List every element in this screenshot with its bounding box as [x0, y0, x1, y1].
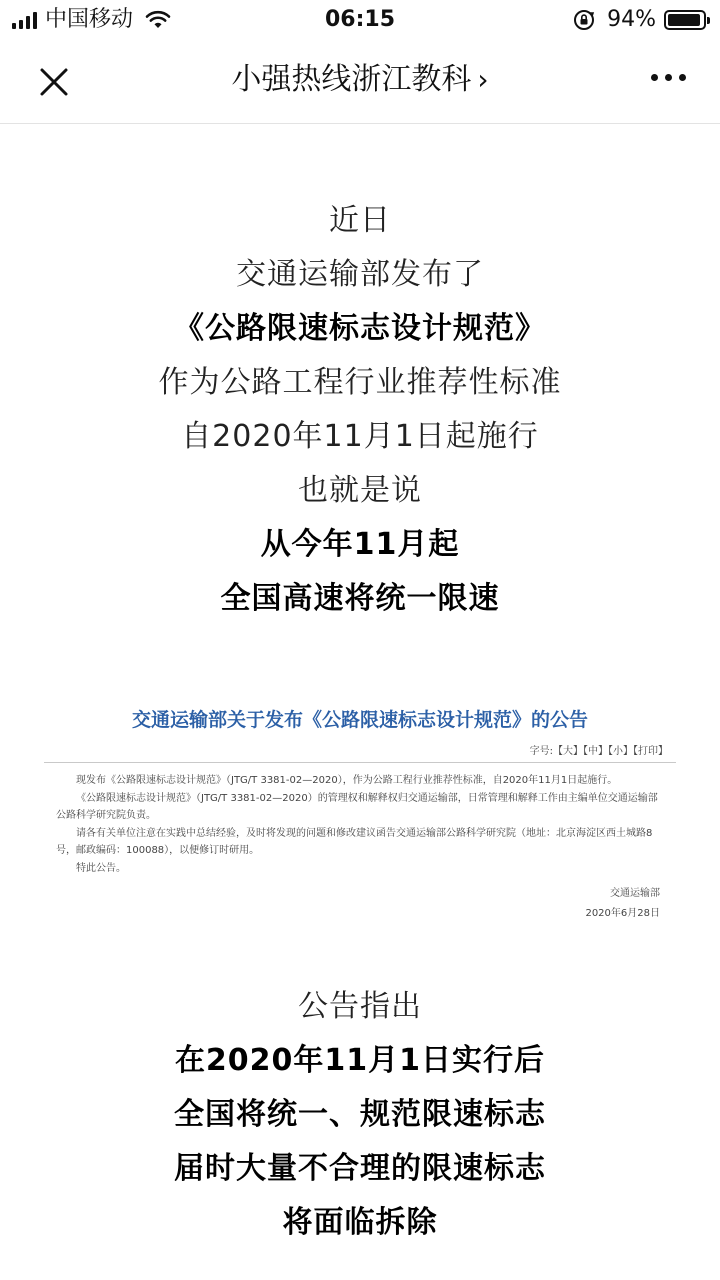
article-line: 也就是说 — [298, 473, 422, 508]
battery-icon — [664, 10, 706, 30]
rotation-lock-icon — [573, 9, 595, 31]
announcement-paragraph: 现发布《公路限速标志设计规范》（JTG/T 3381-02—2020），作为公路工程行业推荐性标准，自2020年11月1日起施行。 — [76, 775, 618, 786]
article-line: 《公路限速标志设计规范》 — [174, 311, 546, 346]
battery-fill — [668, 14, 700, 26]
status-right — [573, 7, 706, 33]
article-line: 交通运输部发布了 — [236, 257, 484, 292]
account-title-link[interactable] — [120, 60, 600, 100]
followup-text — [0, 980, 720, 1250]
battery-percentage: 94% — [607, 7, 656, 32]
article-line: 在2020年11月1日实行后 — [174, 1043, 546, 1078]
close-icon[interactable] — [34, 62, 74, 102]
nav-bar — [0, 40, 720, 124]
chevron-right-icon: › — [477, 63, 489, 96]
announcement-paragraph: 特此公告。 — [76, 862, 126, 874]
article-line: 作为公路工程行业推荐性标准 — [158, 365, 562, 400]
announcement-image[interactable] — [44, 696, 676, 932]
article-line: 届时大量不合理的限速标志 — [174, 1151, 546, 1186]
account-name: 小强热线浙江教科 — [231, 62, 472, 97]
issue-date: 2020年6月28日 — [585, 908, 660, 919]
issuer: 交通运输部 — [610, 888, 660, 899]
status-time: 06:15 — [324, 7, 396, 32]
announcement-paragraph: 《公路限速标志设计规范》（JTG/T 3381-02—2020）的管理权和解释权归交通运输部，日常管理和解释工作由主编单位交通运输部公路科学研究院负责。 — [56, 792, 658, 821]
announcement-title: 交通运输部关于发布《公路限速标志设计规范》的公告 — [131, 709, 588, 731]
article-line: 将面临拆除 — [282, 1205, 438, 1240]
article-line: 近日 — [329, 203, 391, 238]
article-line: 自2020年11月1日起施行 — [181, 419, 539, 454]
more-options-icon[interactable] — [651, 74, 686, 81]
article-line: 全国高速将统一限速 — [220, 581, 500, 616]
divider — [44, 762, 676, 763]
font-size-controls: 字号:【大】【中】【小】【打印】 — [529, 746, 668, 757]
status-bar — [0, 0, 720, 40]
article-line: 公告指出 — [298, 989, 422, 1024]
carrier-label: 中国移动 — [45, 7, 134, 32]
announcement-signature — [585, 884, 660, 924]
announcement-body — [56, 772, 662, 877]
announcement-paragraph: 请各有关单位注意在实践中总结经验，及时将发现的问题和修改建议函告交通运输部公路科学研究院（地址：北京海淀区西土城路8号，邮政编码：100088），以便修订时研用。 — [56, 827, 653, 856]
article-line: 从今年11月起 — [260, 527, 460, 562]
article-line: 全国将统一、规范限速标志 — [174, 1097, 546, 1132]
intro-text — [0, 194, 720, 626]
